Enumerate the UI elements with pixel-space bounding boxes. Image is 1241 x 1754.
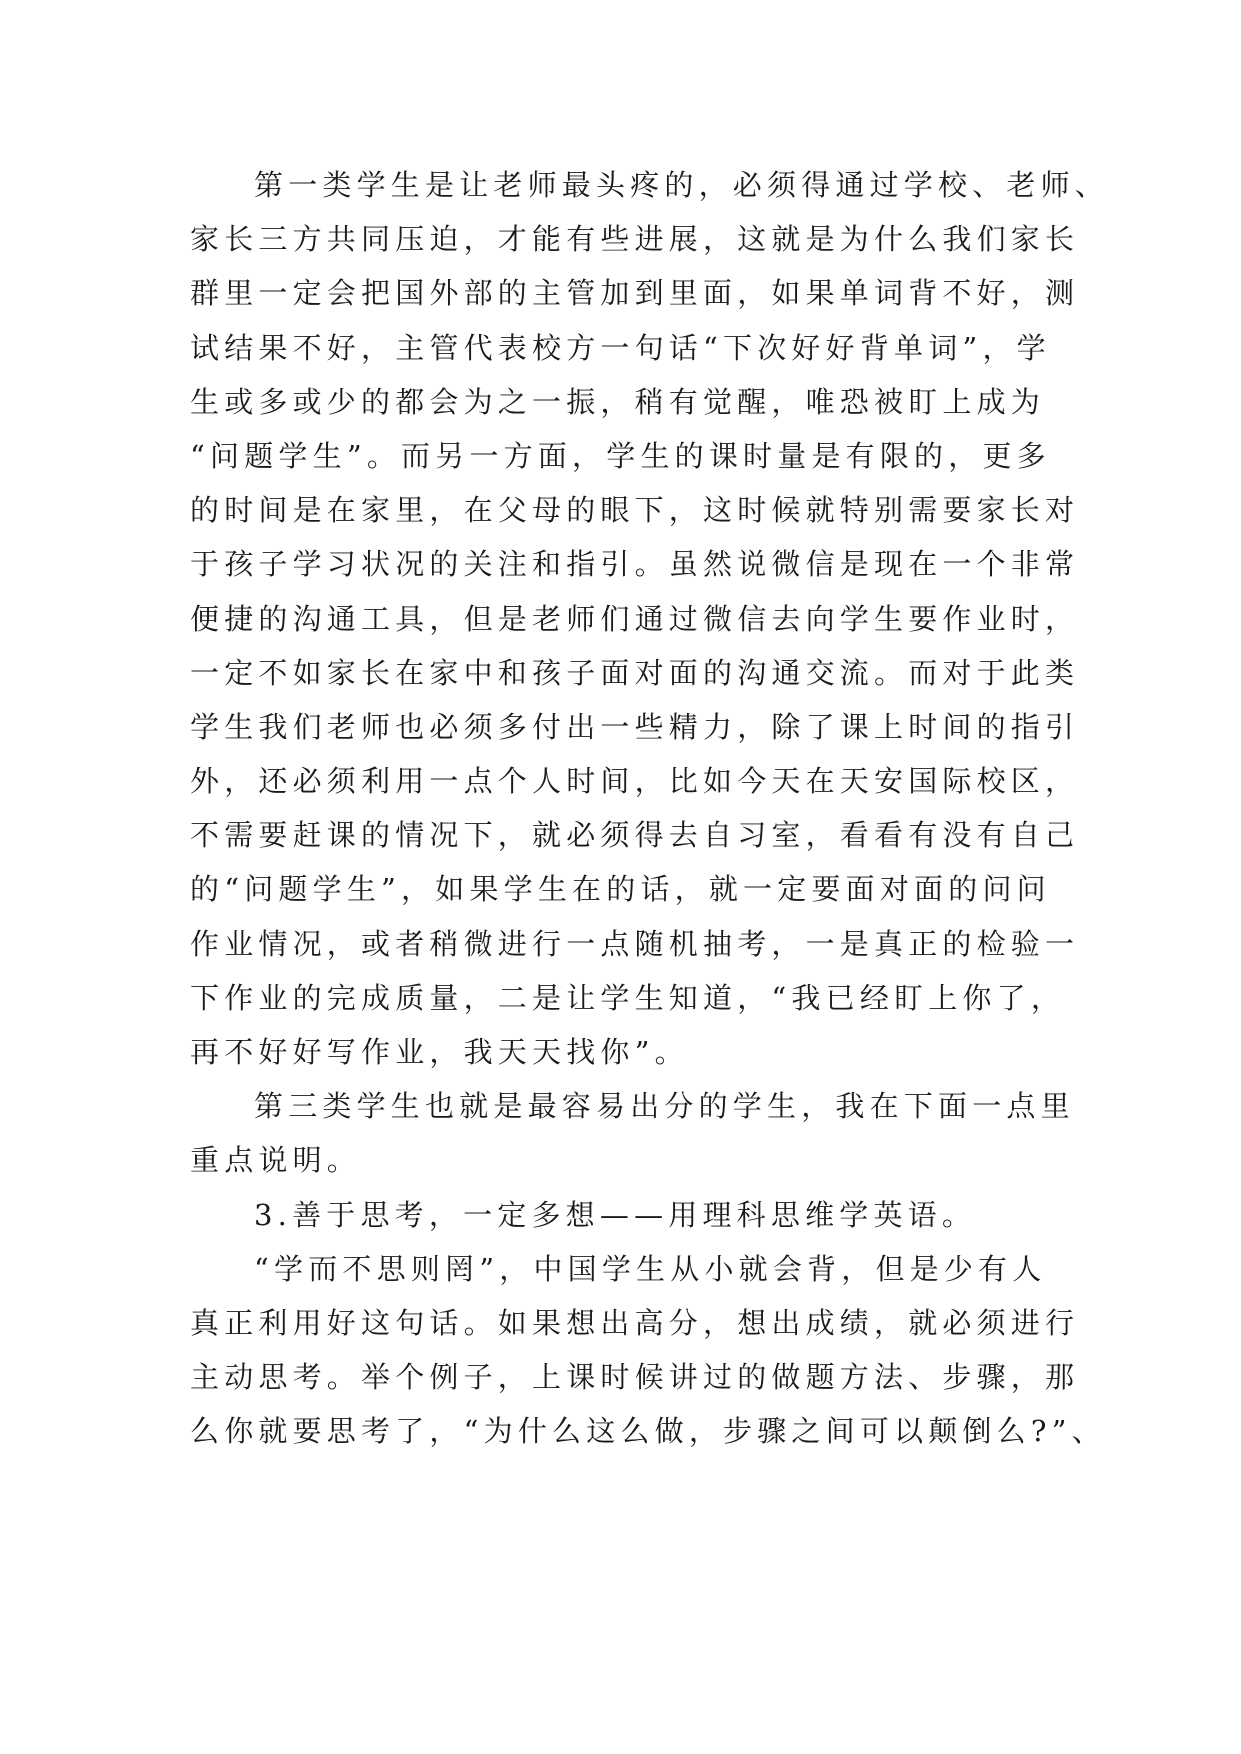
text-line: 家长三方共同压迫，才能有些进展，这就是为什么我们家长: [190, 222, 1080, 257]
text-line: 群里一定会把国外部的主管加到里面，如果单词背不好，测: [190, 276, 1080, 311]
text-line: 一定不如家长在家中和孩子面对面的沟通交流。而对于此类: [190, 655, 1080, 690]
text-line: 学生我们老师也必须多付出一些精力，除了课上时间的指引: [190, 709, 1080, 744]
text-line: 便捷的沟通工具，但是老师们通过微信去向学生要作业时，: [190, 601, 1080, 636]
body-text: [190, 158, 1110, 1459]
text-line: 主动思考。举个例子，上课时候讲过的做题方法、步骤，那: [190, 1360, 1080, 1395]
text-line: 么你就要思考了，“为什么这么做，步骤之间可以颠倒么?”、: [190, 1414, 1106, 1449]
text-line: 的时间是在家里，在父母的眼下，这时候就特别需要家长对: [190, 493, 1080, 528]
text-line: 第三类学生也就是最容易出分的学生，我在下面一点里: [254, 1089, 1075, 1124]
text-line: 外，还必须利用一点个人时间，比如今天在天安国际校区，: [190, 764, 1080, 799]
text-line: 3.善于思考，一定多想——用理科思维学英语。: [254, 1197, 977, 1232]
text-line: “学而不思则罔”，中国学生从小就会背，但是少有人: [254, 1251, 1047, 1286]
text-line: 生或多或少的都会为之一振，稍有觉醒，唯恐被盯上成为: [190, 384, 1046, 419]
text-line: 试结果不好，主管代表校方一句话“下次好好背单词”，学: [190, 330, 1051, 365]
text-line: 下作业的完成质量，二是让学生知道，“我已经盯上你了，: [190, 980, 1066, 1015]
text-line: 第一类学生是让老师最头疼的，必须得通过学校、老师、: [254, 168, 1110, 202]
text-line: 不需要赶课的情况下，就必须得去自习室，看看有没有自己: [190, 818, 1080, 853]
text-line: 的“问题学生”，如果学生在的话，就一定要面对面的问问: [190, 872, 1051, 907]
text-line: 再不好好写作业，我天天找你”。: [190, 1035, 689, 1069]
text-line: 真正利用好这句话。如果想出高分，想出成绩，就必须进行: [190, 1305, 1080, 1340]
text-line: “问题学生”。而另一方面，学生的课时量是有限的，更多: [190, 438, 1051, 473]
text-line: 作业情况，或者稍微进行一点随机抽考，一是真正的检验一: [190, 926, 1080, 961]
text-line: 重点说明。: [190, 1143, 362, 1178]
text-line: 于孩子学习状况的关注和指引。虽然说微信是现在一个非常: [190, 547, 1080, 582]
